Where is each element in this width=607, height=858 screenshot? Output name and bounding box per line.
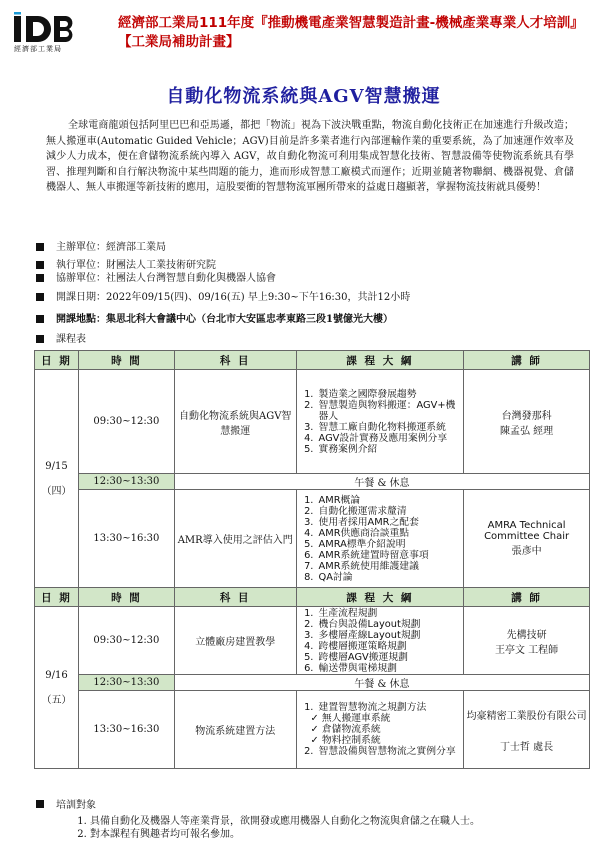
day1-s2-lecturer: AMRA Technical Committee Chair 張彥中 (464, 490, 590, 588)
day2-s1-lecturer: 先構技研 王亭文 工程師 (464, 607, 590, 675)
day2-s1-subject: 立體廠房建置教學 (174, 607, 296, 675)
day1-s2-time: 13:30~16:30 (78, 490, 174, 588)
day2-lunch: 午餐 & 休息 (174, 675, 589, 691)
header-lecturer: 講 師 (464, 588, 590, 607)
table-header-row (35, 351, 590, 370)
info-schedule-label: 課程表 (36, 330, 86, 345)
day2-date-cell: 9/16 （五） (35, 607, 79, 769)
header-time: 時 間 (78, 351, 174, 370)
idb-logo (14, 12, 76, 46)
day2-s2-time: 13:30~16:30 (78, 691, 174, 769)
info-executor: 執行單位：財團法人工業技術研究院 (36, 256, 216, 271)
day2-s2-lecturer: 均豪精密工業股份有限公司 丁士哲 處長 (464, 691, 590, 769)
list-item: 1. 具備自動化及機器人等產業背景，欲開發或應用機器人自動化之物流與倉儲之在職人士。 (90, 815, 576, 828)
header-subject: 科 目 (174, 588, 296, 607)
day1-s1-outline: 1. 製造業之國際發展趨勢 2. 智慧製造與物料搬運：AGV+機器人 3. 智慧工廠自動化物料搬運系統 4. AGV設計實務及應用案例分享 5. 實務案例介紹 (296, 370, 464, 474)
header-date: 日 期 (35, 588, 79, 607)
square-bullet-icon (36, 335, 44, 343)
program-header-title: 經濟部工業局111年度『推動機電產業智慧製造計畫-機械產業專業人才培訓』【工業局補助計畫】 (118, 15, 584, 50)
day1-s1-subject: 自動化物流系統與AGV智慧搬運 (174, 370, 296, 474)
day1-date-cell: 9/15 （四） (35, 370, 79, 588)
square-bullet-icon (36, 243, 44, 251)
table-row (35, 607, 590, 675)
header-lecturer: 講 師 (464, 351, 590, 370)
day2-s2-subject: 物流系統建置方法 (174, 691, 296, 769)
schedule-table (34, 350, 590, 769)
day1-s1-lecturer: 台灣發那科 陳孟弘 經理 (464, 370, 590, 474)
logo-subtitle: 經濟部工業局 (14, 45, 62, 53)
day2-s2-outline: 1. 建置智慧物流之規劃方法 ✓ 無人搬運車系統 ✓ 倉儲物流系統 ✓ 物料控制系統 2. 智慧設備與智慧物流之實例分享 (296, 691, 464, 769)
table-header-row (35, 588, 590, 607)
day2-s1-outline: 1. 生產流程規劃 2. 機台與設備Layout規劃 3. 多樓層產線Layout規劃 4. 跨樓層搬運策略規劃 5. 跨樓層AGV搬運規劃 6. 輸送帶與電梯規劃 (296, 607, 464, 675)
table-row (35, 474, 590, 490)
training-target-section (36, 796, 576, 841)
square-bullet-icon (36, 261, 44, 269)
table-row (35, 675, 590, 691)
table-row (35, 490, 590, 588)
intro-paragraph: 全球電商龍頭包括阿里巴巴和亞馬遜，都把「物流」視為下波決戰重點，物流自動化技術正在加速進行升級改造；無人搬運車(Automatic Guided Vehicle；AGV)目前是許多業者進行內部運輸作業的重要系統，為了加速運作效率及減少人力成本，便在倉儲物流系統內導入 AGV，故自動化物流可利用集成智慧化技術、智慧設備等使物流系統具有學習、推理判斷和自行解決物流中某些問題的能力，進而形成智慧工廠模式而運作；近期並隨著物聯網、機器視覺、倉儲機器人、無人車搬運等新技術的應用，這股要衝的智慧物流軍團所帶來的益處日趨顯著，掌握物流技術就具優勢！ (46, 120, 574, 193)
square-bullet-icon (36, 800, 44, 808)
day1-lunch-time: 12:30~13:30 (78, 474, 174, 490)
square-bullet-icon (36, 293, 44, 301)
day1-s1-time: 09:30~12:30 (78, 370, 174, 474)
day1-lunch: 午餐 & 休息 (174, 474, 589, 490)
square-bullet-icon (36, 315, 44, 323)
info-date: 開課日期：2022年09/15(四)、09/16(五) 早上9:30~下午16:30，共計12小時 (36, 288, 410, 303)
table-row (35, 691, 590, 769)
day1-s2-outline: 1. AMR概論 2. 自動化搬運需求釐清 3. 使用者採用AMR之配套 4. AMR供應商洽談重點 5. AMRA標準介紹說明 6. AMR系統建置時留意事項 7. AMR系統使用維護建議 8. QA討論 (296, 490, 464, 588)
training-target-title: 培訓對象 (56, 800, 96, 811)
header-time: 時 間 (78, 588, 174, 607)
list-item: 2. 對本課程有興趣者均可報名參加。 (90, 828, 576, 841)
info-organizer: 主辦單位：經濟部工業局 (36, 238, 166, 253)
header-outline: 課 程 大 綱 (296, 588, 464, 607)
header-outline: 課 程 大 綱 (296, 351, 464, 370)
header-subject: 科 目 (174, 351, 296, 370)
square-bullet-icon (36, 274, 44, 282)
day2-s1-time: 09:30~12:30 (78, 607, 174, 675)
info-co-organizer: 協辦單位：社團法人台灣智慧自動化與機器人協會 (36, 269, 276, 284)
day1-s2-subject: AMR導入使用之評估入門 (174, 490, 296, 588)
document-title: 自動化物流系統與AGV智慧搬運 (166, 86, 441, 107)
day2-lunch-time: 12:30~13:30 (78, 675, 174, 691)
header-date: 日 期 (35, 351, 79, 370)
table-row (35, 370, 590, 474)
info-location: 開課地點：集思北科大會議中心（台北市大安區忠孝東路三段1號億光大樓） (36, 310, 393, 325)
